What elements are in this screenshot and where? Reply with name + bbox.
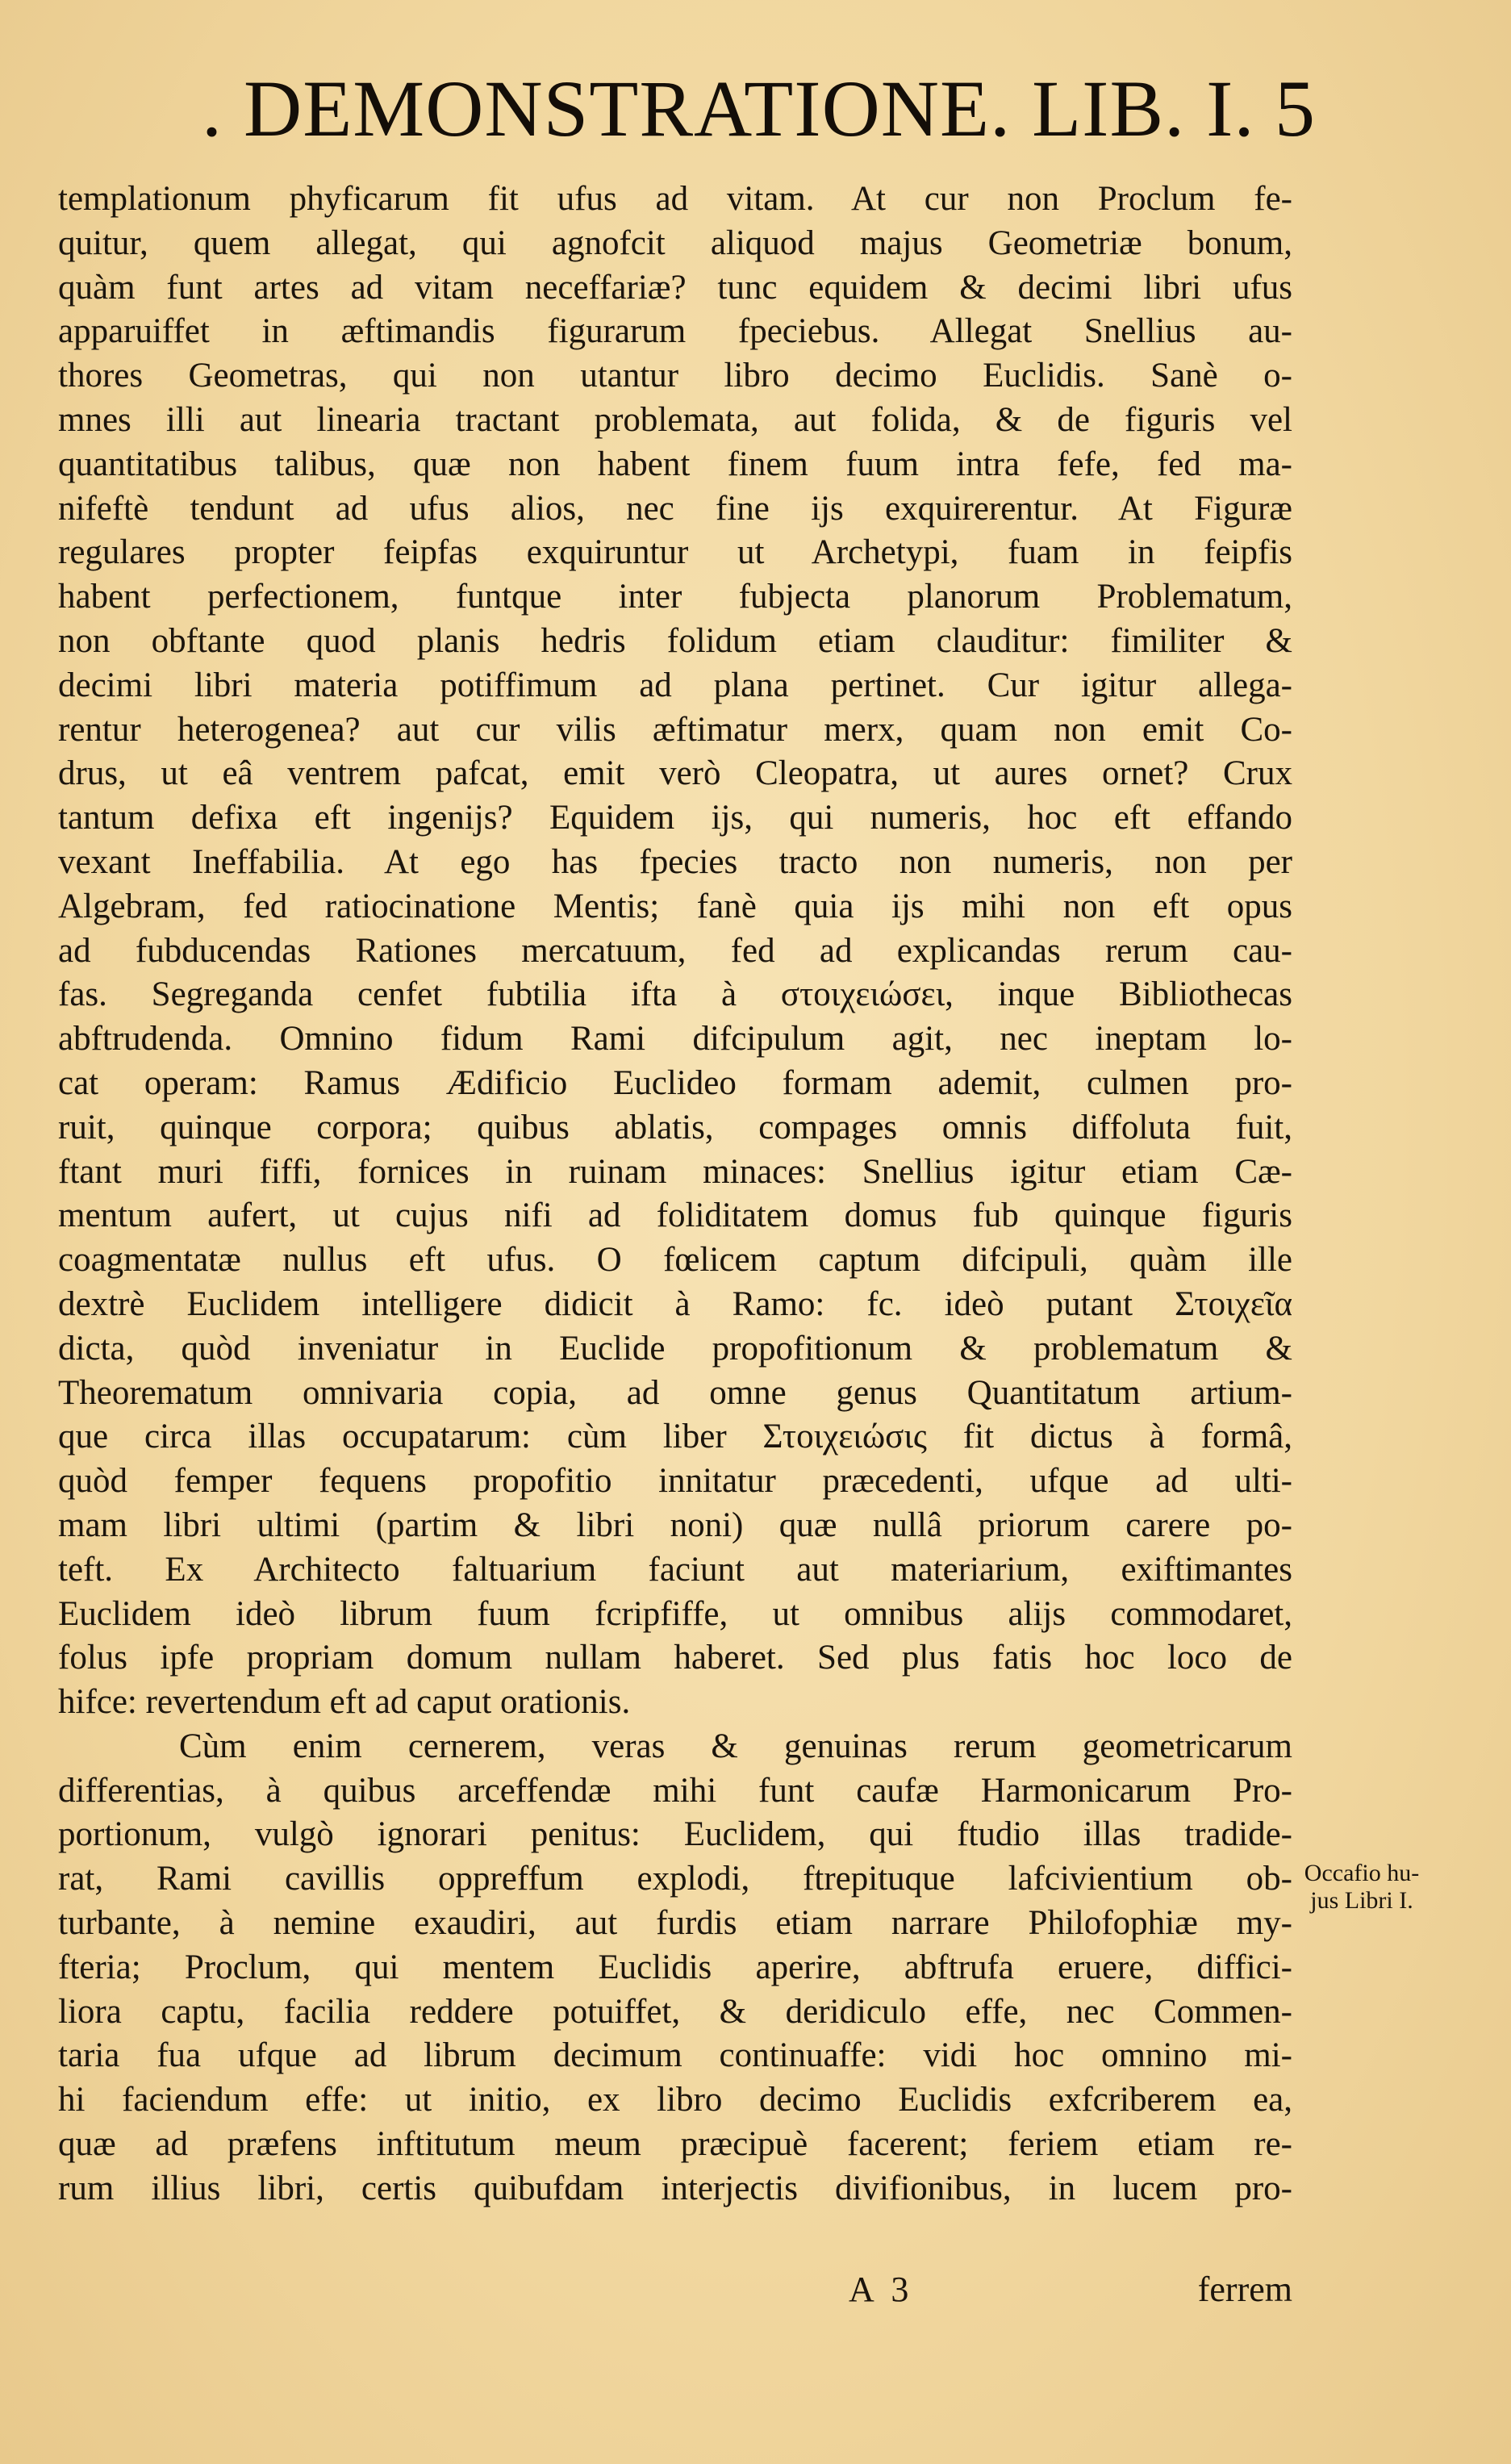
text-line: Euclidem ideò librum fuum fcripfiffe, ut omnibus alijs commodaret, — [58, 1594, 1292, 1633]
page-footer — [58, 2266, 1292, 2314]
text-line: rentur heterogenea? aut cur vilis æftimatur merx, quam non emit Co- — [58, 710, 1292, 749]
text-line: quòd femper fequens propofitio innitatur præcedenti, ufque ad ulti- — [58, 1462, 1292, 1501]
catchword: ferrem — [1197, 2270, 1292, 2309]
text-line: Algebram, fed ratiocinatione Mentis; fanè quia ijs mihi non eft opus — [58, 887, 1292, 925]
text-line: rum illius libri, certis quibufdam interjectis divifionibus, in lucem pro- — [58, 2169, 1292, 2207]
text-line: folus ipfe propriam domum nullam haberet. Sed plus fatis hoc loco de — [58, 1639, 1292, 1677]
text-line: abftrudenda. Omnino fidum Rami difcipulum agit, nec ineptam lo- — [58, 1020, 1292, 1059]
text-line: regulares propter feipfas exquiruntur ut Archetypi, fuam in feipfis — [58, 533, 1292, 572]
text-line: quàm funt artes ad vitam neceffariæ? tunc equidem & decimi libri ufus — [58, 268, 1292, 307]
text-line: thores Geometras, qui non utantur libro decimo Euclidis. Sanè o- — [58, 357, 1292, 395]
text-line: nifeftè tendunt ad ufus alios, nec fine ijs exquirerentur. At Figuræ — [58, 489, 1292, 528]
text-line: cat operam: Ramus Ædificio Euclideo formam ademit, culmen pro- — [58, 1063, 1292, 1102]
text-line: quitur, quem allegat, qui agnofcit aliquod majus Geometriæ bonum, — [58, 223, 1292, 262]
text-line: taria fua ufque ad librum decimum continuaffe: vidi hoc omnino mi- — [58, 2036, 1292, 2075]
running-header — [202, 56, 1315, 161]
text-line: non obftante quod planis hedris folidum etiam clauditur: fimiliter & — [58, 621, 1292, 660]
text-line: que circa illas occupatarum: cùm liber Στοιχειώσις fit dictus à formâ, — [58, 1418, 1292, 1456]
text-line: turbante, à nemine exaudiri, aut furdis etiam narrare Philofophiæ my- — [58, 1904, 1292, 1943]
running-title: . DEMONSTRATIONE. LIB. I. — [202, 64, 1255, 153]
text-line: habent perfectionem, funtque inter fubjecta planorum Problematum, — [58, 578, 1292, 616]
text-line: portionum, vulgò ignorari penitus: Euclidem, qui ftudio illas tradide- — [58, 1815, 1292, 1854]
text-line: decimi libri materia potiffimum ad plana pertinet. Cur igitur allega- — [58, 666, 1292, 704]
text-line: fas. Segreganda cenfet fubtilia ifta à στοιχειώσει, inque Bibliothecas — [58, 975, 1292, 1014]
text-line: rat, Rami cavillis oppreffum explodi, ftrepituque lafcivientium ob- — [58, 1860, 1292, 1898]
text-line: Theorematum omnivaria copia, ad omne genus Quantitatum artium- — [58, 1373, 1292, 1412]
text-line: drus, ut eâ ventrem pafcat, emit verò Cleopatra, ut aures ornet? Crux — [58, 754, 1292, 793]
text-line: mam libri ultimi (partim & libri noni) quæ nullâ priorum carere po- — [58, 1506, 1292, 1544]
text-line: ad fubducendas Rationes mercatuum, fed ad explicandas rerum cau- — [58, 931, 1292, 970]
margin-note — [1281, 1860, 1442, 1915]
text-line: mnes illi aut linearia tractant problemata, aut folida, & de figuris vel — [58, 400, 1292, 439]
text-line: dextrè Euclidem intelligere didicit à Ramo: fc. ideò putant Στοιχεῖα — [58, 1284, 1292, 1323]
text-line: ftant muri fiffi, fornices in ruinam minaces: Snellius igitur etiam Cæ- — [58, 1152, 1292, 1191]
text-line: vexant Ineffabilia. At ego has fpecies tracto non numeris, non per — [58, 842, 1292, 881]
margin-note-line: Occafio hu- — [1304, 1860, 1420, 1886]
text-line: dicta, quòd inveniatur in Euclide propofitionum & problematum & — [58, 1329, 1292, 1368]
text-line: hifce: revertendum eft ad caput orationis. — [58, 1683, 631, 1722]
text-line: fteria; Proclum, qui mentem Euclidis aperire, abftrufa eruere, diffici- — [58, 1948, 1292, 1986]
text-line: mentum aufert, ut cujus nifi ad foliditatem domus fub quinque figuris — [58, 1197, 1292, 1235]
text-line: coagmentatæ nullus eft ufus. O fœlicem captum difcipuli, quàm ille — [58, 1241, 1292, 1280]
text-line: apparuiffet in æftimandis figurarum fpeciebus. Allegat Snellius au- — [58, 312, 1292, 351]
text-line: Cùm enim cernerem, veras & genuinas rerum geometricarum — [179, 1727, 1292, 1765]
body-text — [58, 177, 1292, 2211]
text-line: ruit, quinque corpora; quibus ablatis, compages omnis diffoluta fuit, — [58, 1108, 1292, 1146]
signature-mark: A 3 — [849, 2270, 914, 2309]
text-line: tantum defixa eft ingenijs? Equidem ijs, qui numeris, hoc eft effando — [58, 799, 1292, 837]
margin-note-line: jus Libri I. — [1310, 1887, 1413, 1914]
text-line: teft. Ex Architecto faltuarium faciunt aut materiarium, exiftimantes — [58, 1550, 1292, 1589]
text-line: differentias, à quibus arceffendæ mihi funt caufæ Harmonicarum Pro- — [58, 1771, 1292, 1810]
text-line: hi faciendum effe: ut initio, ex libro decimo Euclidis exfcriberem ea, — [58, 2081, 1292, 2119]
page-number: 5 — [1275, 64, 1315, 153]
text-line: templationum phyficarum fit ufus ad vitam. At cur non Proclum fe- — [58, 180, 1292, 218]
text-line: quæ ad præfens inftitutum meum præcipuè facerent; feriem etiam re- — [58, 2125, 1292, 2164]
text-line: quantitatibus talibus, quæ non habent finem fuum intra fefe, fed ma- — [58, 445, 1292, 483]
text-line: liora captu, facilia reddere potuiffet, & deridiculo effe, nec Commen- — [58, 1992, 1292, 2031]
